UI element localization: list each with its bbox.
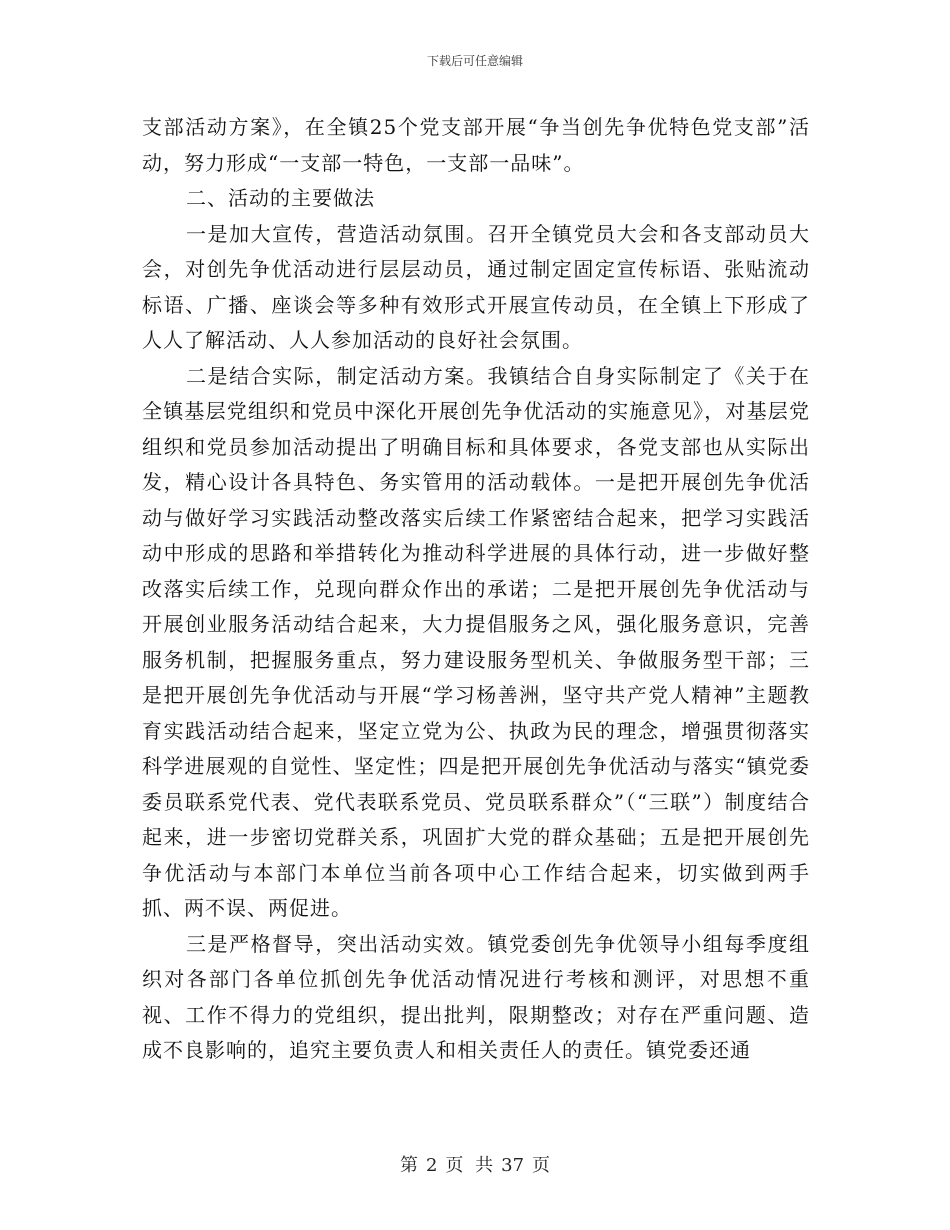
footer-current-page: 2	[425, 1155, 438, 1176]
footer-middle: 页 共	[445, 1155, 494, 1176]
page-footer	[0, 1154, 950, 1178]
document-body	[142, 110, 810, 1069]
footer-total-pages: 37	[501, 1155, 525, 1176]
section-heading-main-practices: 二、活动的主要做法	[186, 186, 375, 210]
footer-suffix: 页	[532, 1155, 551, 1176]
footer-prefix: 第	[399, 1155, 418, 1176]
paragraph-activity-scheme: 二是结合实际，制定活动方案。我镇结合自身实际制定了《关于在全镇基层党组织和党员中深化开展创先争优活动的实施意见》，对基层党组织和党员参加活动提出了明确目标和具体要求，各党支部也从实际出发，精心设计各具特色、务实管用的活动载体。一是把开展创先争优活动与做好学习实践活动整改落实后续工作紧密结合起来，把学习实践活动中形成的思路和举措转化为推动科学进展的具体行动，进一步做好整改落实后续工作，兑现向群众作出的承诺；二是把开展创先争优活动与开展创业服务活动结合起来，大力提倡服务之风，强化服务意识，完善服务机制，把握服务重点，努力建设服务型机关、争做服务型干部；三是把开展创先争优活动与开展“学习杨善洲，坚守共产党人精神”主题教育实践活动结合起来，坚定立党为公、执政为民的理念，增强贯彻落实科学进展观的自觉性、坚定性；四是把开展创先争优活动与落实“镇党委委员联系党代表、党代表联系党员、党员联系群众”（“三联”）制度结合起来，进一步密切党群关系，巩固扩大党的群众基础；五是把开展创先争优活动与本部门本单位当前各项中心工作结合起来，切实做到两手抓、两不误、两促进。	[142, 363, 810, 920]
paragraph-supervision: 三是严格督导，突出活动实效。镇党委创先争优领导小组每季度组织对各部门各单位抓创先争优活动情况进行考核和测评，对思想不重视、工作不得力的党组织，提出批判，限期整改；对存在严重问题、造成不良影响的，追究主要负责人和相关责任人的责任。镇党委还通	[142, 931, 810, 1062]
page-header-note: 下载后可任意编辑	[426, 54, 523, 68]
paragraph-activity-plan-continuation: 支部活动方案》，在全镇25个党支部开展“争当创先争优特色党支部”活动，努力形成“一支部一特色，一支部一品味”。	[142, 115, 810, 175]
paragraph-publicity: 一是加大宣传，营造活动氛围。召开全镇党员大会和各支部动员大会，对创先争优活动进行层层动员，通过制定固定宣传标语、张贴流动标语、广播、座谈会等多种有效形式开展宣传动员，在全镇上下形成了人人了解活动、人人参加活动的良好社会氛围。	[142, 221, 810, 352]
